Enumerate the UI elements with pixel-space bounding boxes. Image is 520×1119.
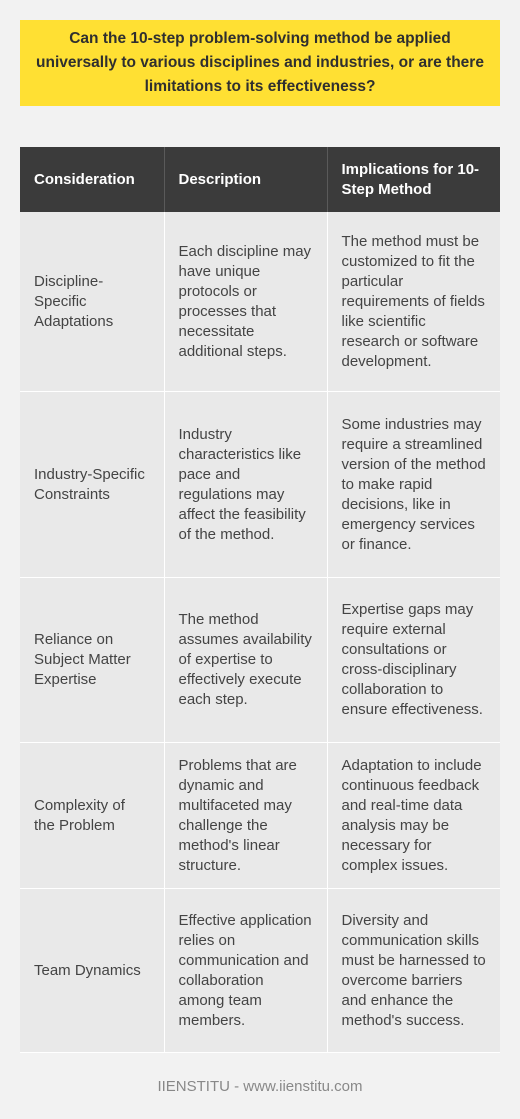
table-row — [20, 578, 500, 743]
cell-description: Industry characteristics like pace and regulations may affect the feasibility of the method. — [164, 392, 327, 578]
cell-description: Each discipline may have unique protocols or processes that necessitate additional steps. — [164, 212, 327, 392]
table-row — [20, 392, 500, 578]
table-row — [20, 212, 500, 392]
cell-consideration: Complexity of the Problem — [20, 743, 164, 889]
cell-description: Effective application relies on communication and collaboration among team members. — [164, 889, 327, 1053]
header-implications: Implications for 10-Step Method — [327, 147, 500, 212]
header-description: Description — [164, 147, 327, 212]
cell-description: Problems that are dynamic and multifaceted may challenge the method's linear structure. — [164, 743, 327, 889]
cell-implications: Adaptation to include continuous feedback and real-time data analysis may be necessary for complex issues. — [327, 743, 500, 889]
cell-consideration: Industry-Specific Constraints — [20, 392, 164, 578]
cell-description: The method assumes availability of expertise to effectively execute each step. — [164, 578, 327, 743]
cell-consideration: Team Dynamics — [20, 889, 164, 1053]
header-consideration: Consideration — [20, 147, 164, 212]
table-row — [20, 889, 500, 1053]
cell-implications: Some industries may require a streamlined version of the method to make rapid decisions, like in emergency services or finance. — [327, 392, 500, 578]
considerations-table — [20, 147, 500, 1053]
cell-consideration: Discipline-Specific Adaptations — [20, 212, 164, 392]
table-header-row — [20, 147, 500, 212]
footer-credit: IIENSTITU - www.iienstitu.com — [157, 1078, 363, 1095]
cell-implications: The method must be customized to fit the particular requirements of fields like scientific research or software development. — [327, 212, 500, 392]
cell-implications: Expertise gaps may require external consultations or cross-disciplinary collaboration to ensure effectiveness. — [327, 578, 500, 743]
page-title: Can the 10-step problem-solving method be applied universally to various disciplines and industries, or are there limitations to its effectiveness? — [36, 30, 484, 95]
title-banner — [20, 20, 500, 106]
cell-implications: Diversity and communication skills must be harnessed to overcome barriers and enhance the method's success. — [327, 889, 500, 1053]
table-row — [20, 743, 500, 889]
cell-consideration: Reliance on Subject Matter Expertise — [20, 578, 164, 743]
